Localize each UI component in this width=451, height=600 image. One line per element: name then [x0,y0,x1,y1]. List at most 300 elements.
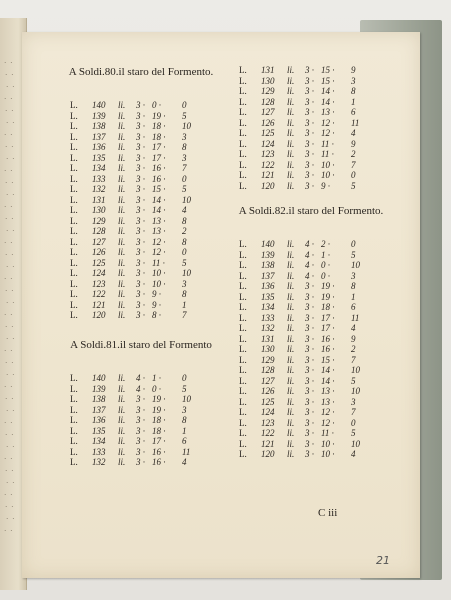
table-cell: 3 · [305,428,314,438]
table-cell: 3 · [136,299,145,310]
table-row [239,449,379,459]
table-cell: 12 · [152,236,166,247]
table-cell: L. [239,386,247,396]
table-cell: 10 [351,260,360,270]
table-cell: li. [287,138,295,149]
table-cell: li. [287,386,295,396]
table-cell: 3 · [136,278,145,289]
table-cell: 3 · [305,344,314,354]
table-cell: 3 · [305,407,314,417]
table-row [70,163,210,173]
table-row [239,397,379,407]
table-cell: li. [118,394,126,404]
table-row [70,279,210,289]
table-cell: 8 [182,142,187,152]
table-cell: 7 [351,354,356,365]
table-cell: L. [70,383,78,394]
facing-page-ink-trace: · · [4,311,14,319]
table-cell: L. [239,107,247,117]
table-cell: L. [70,278,78,289]
table-cell: li. [287,86,295,96]
table-cell: L. [70,457,78,467]
table-row [239,65,379,75]
table-cell: L. [70,415,78,425]
table-cell: 3 · [305,149,314,159]
table-row [70,132,210,142]
table-row [239,365,379,375]
table-cell: 6 [182,436,187,446]
table-cell: L. [70,152,78,163]
table-cell: 3 · [305,128,314,138]
table-cell: L. [239,333,247,344]
table-cell: 122 [261,159,275,170]
table-cell: 127 [261,107,275,117]
table-row [239,76,379,86]
table-cell: L. [70,236,78,247]
table-row [70,426,210,436]
facing-page-ink-trace: · · [5,503,15,511]
table-cell: 12 · [321,407,335,417]
table-cell: 17 · [321,323,335,333]
table-cell: 3 · [136,184,145,194]
table-row [70,289,210,299]
table-cell: 3 · [136,215,145,226]
table-row [239,239,379,249]
table-cell: 3 · [305,159,314,170]
table-row [70,268,210,278]
table-row [70,237,210,247]
facing-page-ink-trace: · · [5,179,15,187]
table-cell: 127 [92,236,106,247]
table-cell: 18 · [152,121,166,131]
table-cell: 123 [261,149,275,159]
table-cell: li. [287,260,295,270]
table-cell: 3 · [305,449,314,459]
table-cell: li. [287,428,295,438]
table-cell: 2 [351,149,356,159]
table-cell: li. [118,173,126,184]
table-row [239,149,379,159]
table-cell: 9 · [152,289,161,299]
table-cell: li. [287,438,295,449]
facing-page-ink-trace: · · [6,299,16,307]
table-cell: 17 · [152,152,166,163]
table-row [70,226,210,236]
table-cell: 17 · [152,436,166,446]
table-row [239,250,379,260]
table-cell: 122 [261,428,275,438]
table-cell: 3 · [136,415,145,425]
table-cell: 14 · [321,375,335,386]
table-cell: 137 [92,404,106,415]
table-cell: li. [287,75,295,86]
table-cell: 3 [351,396,356,407]
table-cell: 8 [182,415,187,425]
table-cell: li. [287,365,295,375]
table-cell: li. [287,312,295,323]
table-cell: li. [287,180,295,191]
table-cell: 137 [261,270,275,281]
table-row [70,142,210,152]
table-cell: 125 [261,128,275,138]
table-cell: li. [118,278,126,289]
table-cell: 9 [351,138,356,149]
table-cell: 137 [92,131,106,142]
table-cell: 130 [92,205,106,215]
table-cell: li. [287,291,295,302]
table-cell: 3 [182,131,187,142]
table-cell: 15 · [321,354,335,365]
table-cell: 11 · [321,428,334,438]
table-cell: 3 · [305,86,314,96]
table-cell: 4 · [305,249,314,260]
table-cell: 1 [351,96,356,107]
table-row [70,373,210,383]
table-cell: 139 [261,249,275,260]
table-cell: 4 [351,323,356,333]
table-row [239,407,379,417]
table-cell: 5 [351,428,356,438]
table-cell: L. [70,394,78,404]
table-cell: 3 · [136,163,145,173]
table-cell: 0 [182,100,187,110]
table-cell: li. [118,184,126,194]
table-cell: L. [70,257,78,268]
table-cell: L. [239,396,247,407]
facing-page-ink-trace: · · [6,263,16,271]
table-cell: li. [287,96,295,107]
table-cell: 10 [351,386,360,396]
table-cell: L. [239,291,247,302]
table-cell: li. [287,117,295,128]
table-cell: 138 [261,260,275,270]
facing-page-ink-trace: · · [6,515,16,523]
table-cell: 5 [182,257,187,268]
table-cell: 10 · [321,438,335,449]
table-cell: 9 · [321,180,330,191]
table-cell: 128 [261,96,275,107]
table-cell: 0 · [321,270,330,281]
facing-page-ink-trace: · · [4,419,14,427]
table-cell: 3 · [305,396,314,407]
facing-page-ink-trace: · · [5,323,15,331]
table-cell: 3 · [305,107,314,117]
table-cell: 4 · [136,383,145,394]
table-row [70,121,210,131]
table-cell: L. [70,184,78,194]
facing-page-ink-trace: · · [4,491,14,499]
table-row [70,384,210,394]
facing-page-ink-trace: · · [4,95,14,103]
table-cell: li. [287,302,295,312]
facing-page-ink-trace: · · [4,383,14,391]
table-cell: 135 [92,425,106,436]
facing-page-ink-trace: · · [4,527,14,535]
table-cell: L. [70,100,78,110]
table-cell: 3 · [136,121,145,131]
table-cell: 13 · [321,396,335,407]
table-cell: 140 [92,100,106,110]
table-cell: li. [287,270,295,281]
table-cell: 129 [92,215,106,226]
table-cell: li. [287,323,295,333]
table-cell: li. [287,159,295,170]
table-cell: 136 [92,415,106,425]
facing-page-ink-trace: · · [6,371,16,379]
table-cell: 9 [351,333,356,344]
table-cell: 18 · [152,425,166,436]
table-cell: 3 · [305,117,314,128]
table-cell: 19 · [321,291,335,302]
table-cell: 18 · [152,131,166,142]
table-row [239,170,379,180]
table-cell: L. [239,128,247,138]
table-cell: 0 · [152,100,161,110]
table-cell: li. [287,354,295,365]
table-cell: 3 [182,152,187,163]
facing-page-ink-trace: · · [6,191,16,199]
table-cell: 3 · [136,110,145,121]
facing-page-ink-trace: · · [4,203,14,211]
table-row [239,281,379,291]
table-row [70,405,210,415]
table-cell: 140 [261,239,275,249]
table-cell: 7 [182,163,187,173]
table-cell: 3 · [136,425,145,436]
table-cell: 15 · [321,75,335,86]
table-cell: 139 [92,110,106,121]
table-cell: li. [287,417,295,428]
table-row [239,97,379,107]
table-cell: 10 [351,365,360,375]
table-cell: 13 · [321,386,335,396]
table-cell: 9 [351,65,356,75]
table-cell: 134 [92,163,106,173]
table-cell: li. [118,142,126,152]
table-row [239,323,379,333]
facing-page-ink-trace: · · [5,431,15,439]
table-cell: 5 [182,383,187,394]
table-cell: li. [287,281,295,291]
facing-page-ink-trace: · · [4,59,14,67]
table-cell: L. [239,149,247,159]
table-cell: L. [70,142,78,152]
table-cell: 3 · [136,100,145,110]
table-row [239,118,379,128]
table-cell: 139 [92,383,106,394]
table-cell: 131 [92,194,106,205]
facing-page-ink-trace: · · [4,131,14,139]
table-cell: L. [70,247,78,257]
table-cell: L. [239,281,247,291]
table-cell: L. [239,417,247,428]
table-row [70,216,210,226]
table-row [70,195,210,205]
table-cell: 0 · [152,383,161,394]
table-cell: 16 · [152,163,166,173]
table-cell: L. [70,205,78,215]
table-cell: L. [239,354,247,365]
table-cell: 13 · [152,226,166,236]
table-cell: 132 [92,457,106,467]
table-cell: 10 [182,121,191,131]
table-row [70,310,210,320]
facing-page-ink-trace: · · [5,251,15,259]
table-cell: L. [70,163,78,173]
table-cell: 15 · [321,65,335,75]
table-cell: 7 [351,407,356,417]
table-row [70,100,210,110]
table-cell: 127 [261,375,275,386]
table-cell: li. [287,407,295,417]
table-cell: 14 · [321,365,335,375]
table-cell: 16 · [321,333,335,344]
table-cell: li. [118,215,126,226]
table-cell: 2 [182,226,187,236]
table-row [239,139,379,149]
table-cell: 0 [351,239,356,249]
table-cell: 12 · [321,117,335,128]
table-cell: 3 · [305,180,314,191]
facing-page-ink-trace: · · [4,167,14,175]
table-cell: li. [287,149,295,159]
table-cell: 4 · [305,270,314,281]
table-cell: 5 [351,180,356,191]
table-cell: 129 [261,86,275,96]
table-cell: 3 · [305,417,314,428]
table-cell: L. [239,65,247,75]
table-cell: 3 · [136,173,145,184]
table-cell: L. [239,428,247,438]
table-cell: 3 · [305,75,314,86]
table-cell: li. [118,247,126,257]
table-cell: 132 [92,184,106,194]
table-row [239,313,379,323]
table-cell: L. [239,239,247,249]
facing-page-ink-trace: · · [6,479,16,487]
table-cell: li. [118,121,126,131]
table-cell: 4 · [305,239,314,249]
facing-page-ink-trace: · · [5,395,15,403]
table-cell: 19 · [321,281,335,291]
table-cell: 17 · [321,312,335,323]
table-cell: li. [118,425,126,436]
table-cell: 130 [261,344,275,354]
table-cell: 11 · [321,149,334,159]
table-cell: 15 · [152,184,166,194]
table-cell: L. [239,180,247,191]
table-cell: li. [118,163,126,173]
table-cell: li. [287,396,295,407]
table-cell: 0 [182,173,187,184]
facing-page-ink-trace: · · [5,71,15,79]
section-heading-80: A Soldi.80.il staro del Formento. [68,66,214,78]
facing-page-ink-trace: · · [5,287,15,295]
table-row [70,184,210,194]
table-cell: li. [118,152,126,163]
facing-page-ink-trace: · · [6,227,16,235]
table-cell: 8 [351,281,356,291]
table-cell: li. [287,449,295,459]
table-cell: 128 [261,365,275,375]
table-cell: li. [287,239,295,249]
table-cell: 3 · [136,131,145,142]
table-cell: 123 [92,278,106,289]
table-cell: 10 · [152,278,166,289]
table-cell: 10 [351,438,360,449]
table-row [239,260,379,270]
table-cell: 4 [182,205,187,215]
table-cell: 3 · [136,268,145,278]
table-cell: 3 · [136,142,145,152]
table-cell: 16 · [152,457,166,467]
table-row [239,428,379,438]
table-cell: 14 · [152,194,166,205]
table-cell: 4 [351,449,356,459]
table-cell: 121 [261,170,275,180]
table-cell: li. [118,100,126,110]
table-cell: 3 · [136,404,145,415]
table-cell: 124 [92,268,106,278]
table-cell: li. [118,257,126,268]
table-cell: 3 · [136,457,145,467]
table-cell: 19 · [152,110,166,121]
table-row [239,107,379,117]
facing-page-ink-trace: · · [4,239,14,247]
table-cell: 3 · [136,247,145,257]
table-row [70,205,210,215]
table-cell: 133 [92,173,106,184]
table-cell: 120 [92,310,106,320]
table-cell: 12 · [152,247,166,257]
facing-page-ink-trace: · · [5,467,15,475]
facing-page-ink-trace: · · [6,155,16,163]
table-cell: 3 · [305,312,314,323]
table-cell: 16 · [321,344,335,354]
table-cell: L. [70,446,78,457]
table-cell: 3 · [305,438,314,449]
table-cell: L. [70,425,78,436]
table-cell: li. [118,131,126,142]
table-cell: 3 [182,278,187,289]
table-cell: 124 [261,138,275,149]
table-cell: 3 · [305,281,314,291]
table-row [70,174,210,184]
table-cell: 10 · [321,159,335,170]
facing-page-ink-trace: · · [4,455,14,463]
table-cell: 121 [261,438,275,449]
table-cell: 140 [92,373,106,383]
table-cell: 5 [182,184,187,194]
table-cell: 135 [92,152,106,163]
table-cell: 3 · [305,302,314,312]
table-cell: 132 [261,323,275,333]
table-cell: 3 [182,404,187,415]
table-row [239,302,379,312]
table-cell: L. [239,312,247,323]
table-cell: 1 [182,425,187,436]
table-cell: 126 [261,117,275,128]
table-cell: 125 [261,396,275,407]
table-cell: 11 [351,312,360,323]
table-cell: L. [239,270,247,281]
table-cell: 5 [351,375,356,386]
table-cell: L. [70,289,78,299]
table-row [70,111,210,121]
table-cell: 11 · [152,257,165,268]
facing-page-ink-trace: · · [6,335,16,343]
table-cell: 131 [261,333,275,344]
